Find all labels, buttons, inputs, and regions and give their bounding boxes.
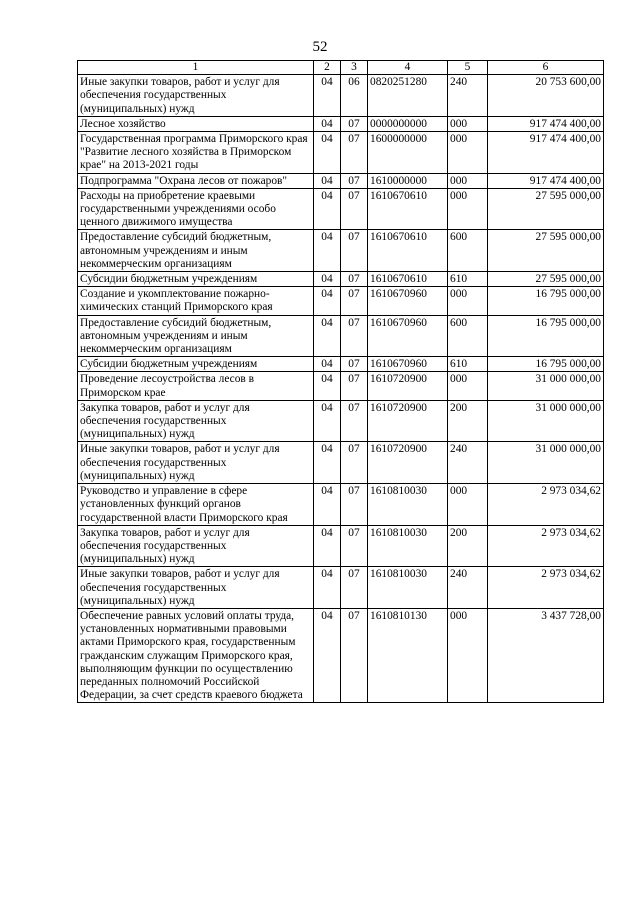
row-section-code: 04 [314,525,341,567]
row-section-code: 04 [314,75,341,117]
row-name: Государственная программа Приморского края "Развитие лесного хозяйства в Приморском крае" на 2013-2021 годы [78,132,314,174]
table-row [78,173,604,188]
row-subsection-code: 07 [341,372,368,400]
row-section-code: 04 [314,567,341,609]
row-amount: 917 474 400,00 [488,132,604,174]
row-target-code: 1610670610 [368,272,448,287]
row-expense-type: 200 [448,525,488,567]
column-header: 4 [368,61,448,75]
budget-table [77,60,604,703]
row-amount: 20 753 600,00 [488,75,604,117]
row-section-code: 04 [314,188,341,230]
row-subsection-code: 07 [341,484,368,526]
row-target-code: 1610720900 [368,442,448,484]
row-expense-type: 240 [448,567,488,609]
table-row [78,272,604,287]
table-row [78,75,604,117]
row-section-code: 04 [314,372,341,400]
row-target-code: 1610670610 [368,188,448,230]
row-target-code: 1610810030 [368,525,448,567]
row-expense-type: 600 [448,230,488,272]
row-name: Расходы на приобретение краевыми государственными учреждениями особо ценного движимого имущества [78,188,314,230]
row-expense-type: 000 [448,372,488,400]
row-target-code: 1610810030 [368,567,448,609]
table-row [78,315,604,357]
table-row [78,357,604,372]
row-name: Субсидии бюджетным учреждениям [78,357,314,372]
row-amount: 27 595 000,00 [488,188,604,230]
row-amount: 31 000 000,00 [488,400,604,442]
row-expense-type: 000 [448,287,488,315]
row-section-code: 04 [314,116,341,131]
row-name: Руководство и управление в сфере установленных функций органов государственной власти Приморского края [78,484,314,526]
row-amount: 31 000 000,00 [488,372,604,400]
row-name: Субсидии бюджетным учреждениям [78,272,314,287]
row-subsection-code: 07 [341,188,368,230]
row-name: Обеспечение равных условий оплаты труда, установленных нормативными правовыми актами Приморского края, государственным гражданским служащим Приморского края, выполняющим функции по осуществлению переданных полномочий Российской Федерации, за счет средств краевого бюджета [78,608,314,702]
row-name: Закупка товаров, работ и услуг для обеспечения государственных (муниципальных) нужд [78,400,314,442]
row-subsection-code: 07 [341,272,368,287]
row-amount: 16 795 000,00 [488,287,604,315]
row-expense-type: 610 [448,357,488,372]
row-target-code: 1610670610 [368,230,448,272]
row-name: Проведение лесоустройства лесов в Приморском крае [78,372,314,400]
row-target-code: 1600000000 [368,132,448,174]
row-subsection-code: 07 [341,608,368,702]
row-expense-type: 000 [448,484,488,526]
row-expense-type: 240 [448,442,488,484]
row-target-code: 1610670960 [368,315,448,357]
row-target-code: 1610720900 [368,372,448,400]
row-subsection-code: 07 [341,230,368,272]
row-subsection-code: 07 [341,116,368,131]
table-row [78,372,604,400]
column-header: 5 [448,61,488,75]
row-name: Иные закупки товаров, работ и услуг для обеспечения государственных (муниципальных) нужд [78,442,314,484]
row-amount: 917 474 400,00 [488,116,604,131]
row-name: Предоставление субсидий бюджетным, автономным учреждениям и иным некоммерческим организациям [78,315,314,357]
row-subsection-code: 07 [341,525,368,567]
row-subsection-code: 07 [341,173,368,188]
row-section-code: 04 [314,442,341,484]
row-target-code: 1610810130 [368,608,448,702]
row-name: Создание и укомплектование пожарно-химических станций Приморского края [78,287,314,315]
row-subsection-code: 07 [341,357,368,372]
row-amount: 2 973 034,62 [488,484,604,526]
row-expense-type: 000 [448,116,488,131]
row-expense-type: 600 [448,315,488,357]
row-name: Иные закупки товаров, работ и услуг для обеспечения государственных (муниципальных) нужд [78,75,314,117]
row-subsection-code: 07 [341,315,368,357]
table-row [78,525,604,567]
row-name: Подпрограмма "Охрана лесов от пожаров" [78,173,314,188]
row-section-code: 04 [314,287,341,315]
row-expense-type: 200 [448,400,488,442]
row-amount: 3 437 728,00 [488,608,604,702]
row-amount: 917 474 400,00 [488,173,604,188]
column-header: 2 [314,61,341,75]
row-expense-type: 240 [448,75,488,117]
row-section-code: 04 [314,608,341,702]
row-section-code: 04 [314,132,341,174]
row-expense-type: 000 [448,173,488,188]
row-amount: 27 595 000,00 [488,272,604,287]
row-expense-type: 000 [448,132,488,174]
row-section-code: 04 [314,230,341,272]
column-header: 3 [341,61,368,75]
row-amount: 16 795 000,00 [488,315,604,357]
row-name: Предоставление субсидий бюджетным, автономным учреждениям и иным некоммерческим организациям [78,230,314,272]
header-row [78,61,604,75]
table-row [78,188,604,230]
row-amount: 2 973 034,62 [488,525,604,567]
row-amount: 31 000 000,00 [488,442,604,484]
table-row [78,116,604,131]
row-section-code: 04 [314,272,341,287]
table-row [78,132,604,174]
row-target-code: 1610810030 [368,484,448,526]
row-target-code: 1610670960 [368,287,448,315]
row-amount: 27 595 000,00 [488,230,604,272]
row-expense-type: 000 [448,608,488,702]
row-target-code: 1610720900 [368,400,448,442]
table-row [78,400,604,442]
row-subsection-code: 07 [341,442,368,484]
table-row [78,484,604,526]
row-section-code: 04 [314,357,341,372]
row-target-code: 1610670960 [368,357,448,372]
row-expense-type: 610 [448,272,488,287]
row-subsection-code: 07 [341,287,368,315]
table-row [78,442,604,484]
row-subsection-code: 07 [341,567,368,609]
row-section-code: 04 [314,484,341,526]
table-row [78,608,604,702]
row-subsection-code: 07 [341,132,368,174]
table-row [78,287,604,315]
row-expense-type: 000 [448,188,488,230]
row-section-code: 04 [314,400,341,442]
row-name: Лесное хозяйство [78,116,314,131]
row-target-code: 0820251280 [368,75,448,117]
page-number: 52 [312,39,328,55]
row-amount: 2 973 034,62 [488,567,604,609]
row-name: Закупка товаров, работ и услуг для обеспечения государственных (муниципальных) нужд [78,525,314,567]
column-header: 6 [488,61,604,75]
row-amount: 16 795 000,00 [488,357,604,372]
row-section-code: 04 [314,173,341,188]
row-subsection-code: 06 [341,75,368,117]
row-target-code: 0000000000 [368,116,448,131]
table-row [78,230,604,272]
table-row [78,567,604,609]
row-target-code: 1610000000 [368,173,448,188]
row-section-code: 04 [314,315,341,357]
column-header: 1 [78,61,314,75]
row-subsection-code: 07 [341,400,368,442]
row-name: Иные закупки товаров, работ и услуг для обеспечения государственных (муниципальных) нужд [78,567,314,609]
